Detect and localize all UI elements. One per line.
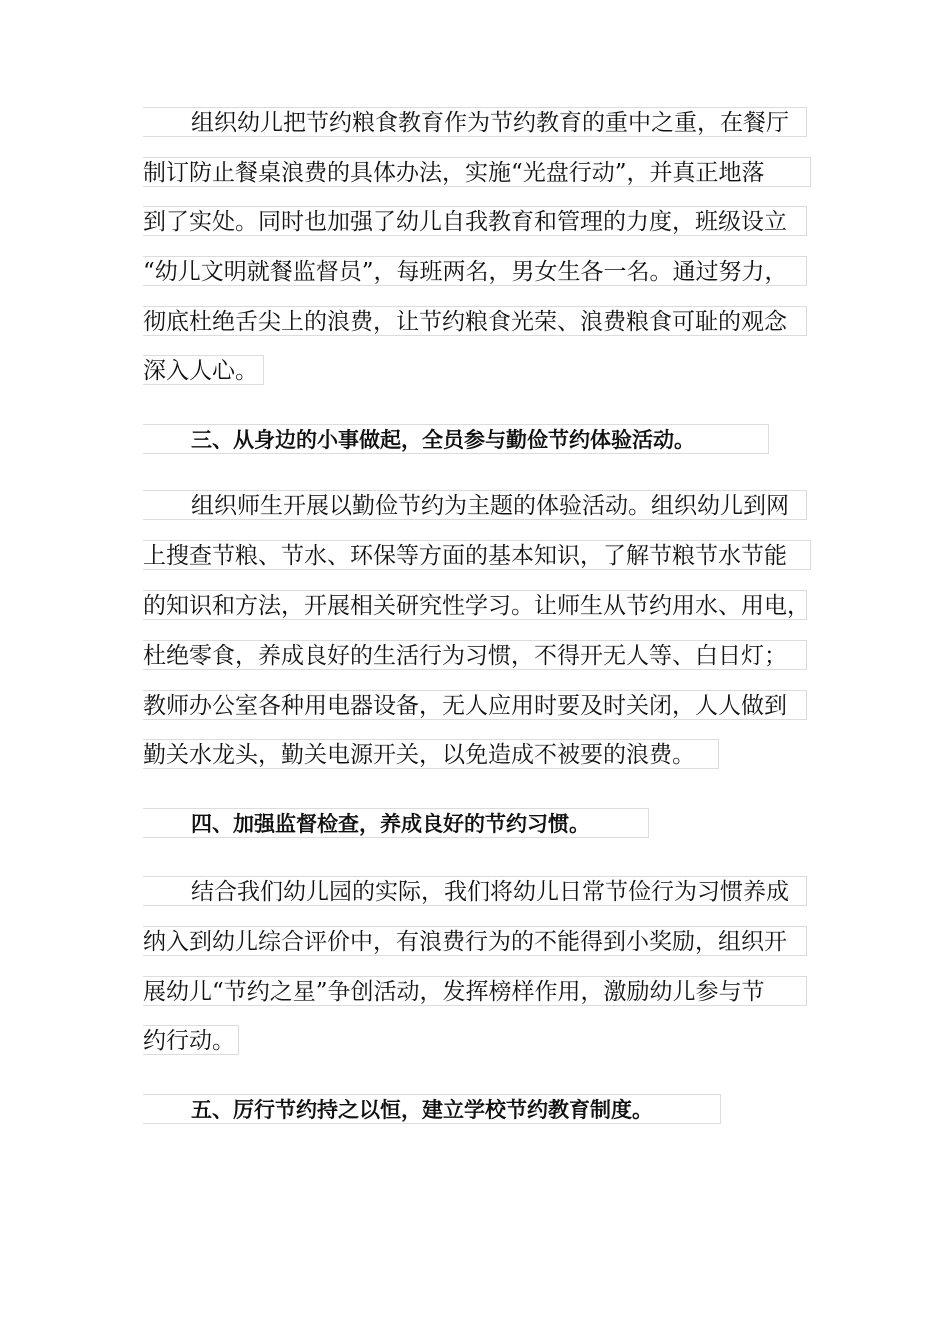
paragraph-2-line-1: 组织师生开展以勤俭节约为主题的体验活动。组织幼儿到网 xyxy=(143,490,807,520)
paragraph-1-line-5: 彻底杜绝舌尖上的浪费，让节约粮食光荣、浪费粮食可耻的观念 xyxy=(143,306,807,336)
paragraph-1-line-4: “幼儿文明就餐监督员”，每班两名，男女生各一名。通过努力， xyxy=(143,256,807,286)
paragraph-1-line-1: 组织幼儿把节约粮食教育作为节约教育的重中之重，在餐厅 xyxy=(143,107,807,137)
paragraph-2-line-2: 上搜查节粮、节水、环保等方面的基本知识，了解节粮节水节能 xyxy=(143,540,811,570)
paragraph-2-line-6: 勤关水龙头，勤关电源开关，以免造成不被要的浪费。 xyxy=(143,739,719,769)
paragraph-1-line-3: 到了实处。同时也加强了幼儿自我教育和管理的力度，班级设立 xyxy=(143,206,807,236)
paragraph-2-line-4: 杜绝零食，养成良好的生活行为习惯，不得开无人等、白日灯； xyxy=(143,640,807,670)
section-heading-4: 四、加强监督检查，养成良好的节约习惯。 xyxy=(143,808,649,838)
section-heading-3: 三、从身边的小事做起，全员参与勤俭节约体验活动。 xyxy=(143,424,769,454)
paragraph-1-line-6: 深入人心。 xyxy=(143,355,264,385)
paragraph-3-line-3: 展幼儿“节约之星”争创活动，发挥榜样作用，激励幼儿参与节 xyxy=(143,976,807,1006)
section-heading-5: 五、厉行节约持之以恒，建立学校节约教育制度。 xyxy=(143,1094,721,1124)
paragraph-3-line-2: 纳入到幼儿综合评价中，有浪费行为的不能得到小奖励，组织开 xyxy=(143,926,807,956)
paragraph-3-line-4: 约行动。 xyxy=(143,1025,239,1055)
paragraph-2-line-3: 的知识和方法，开展相关研究性学习。让师生从节约用水、用电， xyxy=(143,590,807,620)
paragraph-3-line-1: 结合我们幼儿园的实际，我们将幼儿日常节俭行为习惯养成 xyxy=(143,876,807,906)
paragraph-1-line-2: 制订防止餐桌浪费的具体办法，实施“光盘行动”，并真正地落 xyxy=(143,157,811,187)
paragraph-2-line-5: 教师办公室各种用电器设备，无人应用时要及时关闭，人人做到 xyxy=(143,690,807,720)
